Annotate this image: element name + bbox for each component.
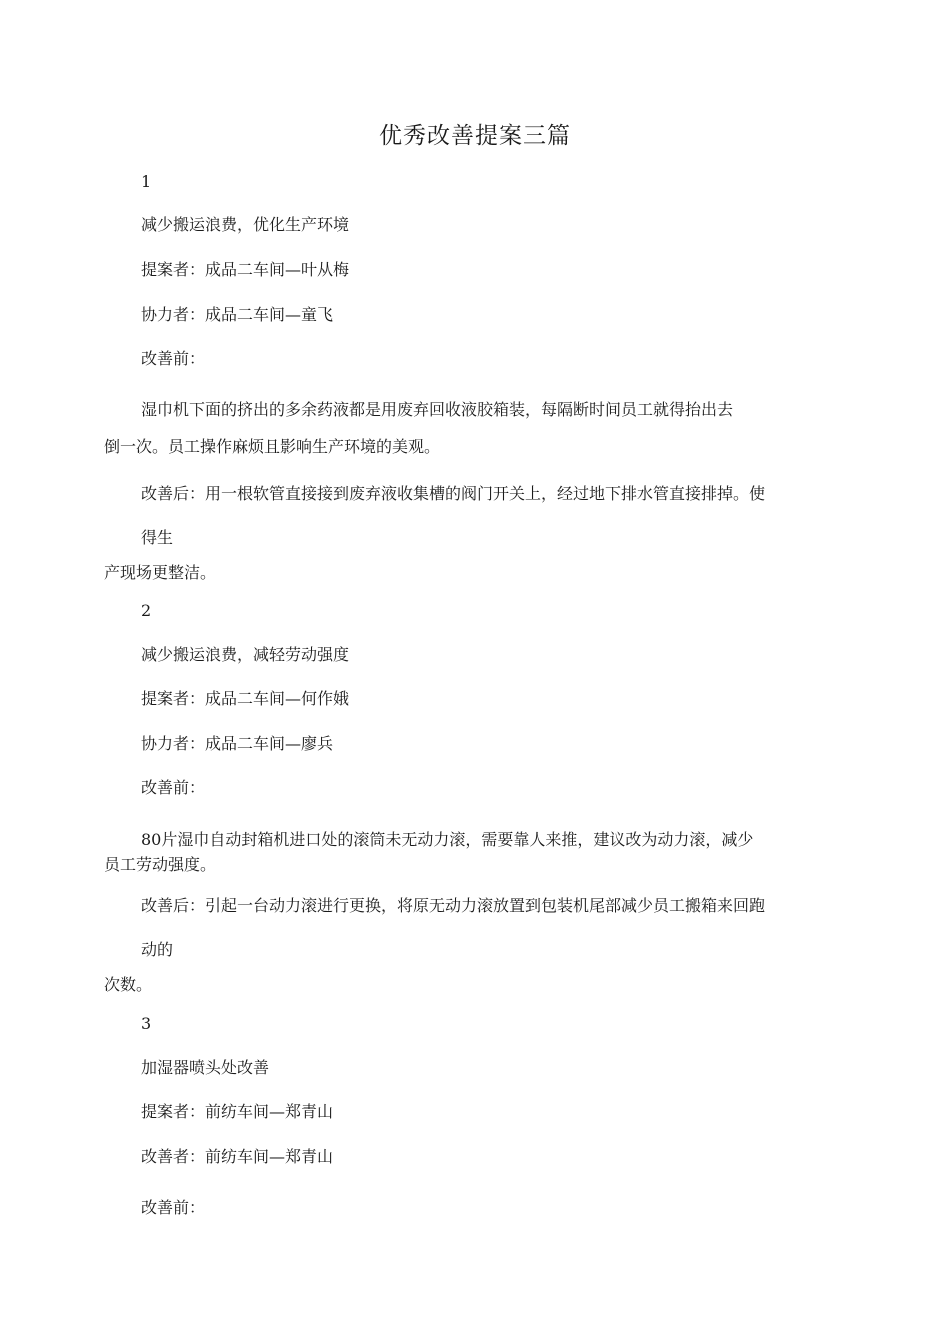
section-2-number: 2 (141, 601, 152, 620)
section-1-number: 1 (141, 172, 152, 191)
section-2-before-text-line2: 员工劳动强度。 (104, 855, 217, 874)
section-3-before-label: 改善前： (141, 1198, 206, 1217)
section-2-after-text-line2: 动的 (141, 940, 174, 959)
section-1-after-text-line2: 得生 (141, 528, 174, 547)
section-3-heading: 加湿器喷头处改善 (141, 1058, 270, 1077)
section-3-proposer: 提案者：前纺车间—郑青山 (141, 1102, 334, 1121)
section-1-before-text-line1: 湿巾机下面的挤出的多余药液都是用废弃回收液胶箱装，每隔断时间员工就得抬出去 (141, 400, 734, 419)
section-1-assistant: 协力者：成品二车间—童飞 (141, 305, 334, 324)
section-1-proposer: 提案者：成品二车间—叶从梅 (141, 260, 350, 279)
section-3-number: 3 (141, 1014, 152, 1033)
section-2-heading: 减少搬运浪费，减轻劳动强度 (141, 645, 350, 664)
section-1-heading: 减少搬运浪费，优化生产环境 (141, 215, 350, 234)
section-1-after-text-line3: 产现场更整洁。 (104, 563, 217, 582)
document-title: 优秀改善提案三篇 (379, 123, 571, 149)
section-2-proposer: 提案者：成品二车间—何作娥 (141, 689, 350, 708)
section-1-before-text-line2: 倒一次。员工操作麻烦且影响生产环境的美观。 (104, 437, 441, 456)
section-1-after-text-line1: 改善后：用一根软管直接接到废弃液收集槽的阀门开关上，经过地下排水管直接排掉。使 (141, 484, 766, 503)
section-3-improver: 改善者：前纺车间—郑青山 (141, 1147, 334, 1166)
section-2-after-text-line3: 次数。 (104, 975, 153, 994)
section-1-before-label: 改善前： (141, 349, 206, 368)
section-2-assistant: 协力者：成品二车间—廖兵 (141, 734, 334, 753)
section-2-before-label: 改善前： (141, 778, 206, 797)
section-2-before-text-line1: 80片湿巾自动封箱机进口处的滚筒未无动力滚，需要靠人来推，建议改为动力滚，减少 (141, 830, 754, 849)
section-2-after-text-line1: 改善后：引起一台动力滚进行更换，将原无动力滚放置到包装机尾部减少员工搬箱来回跑 (141, 896, 766, 915)
